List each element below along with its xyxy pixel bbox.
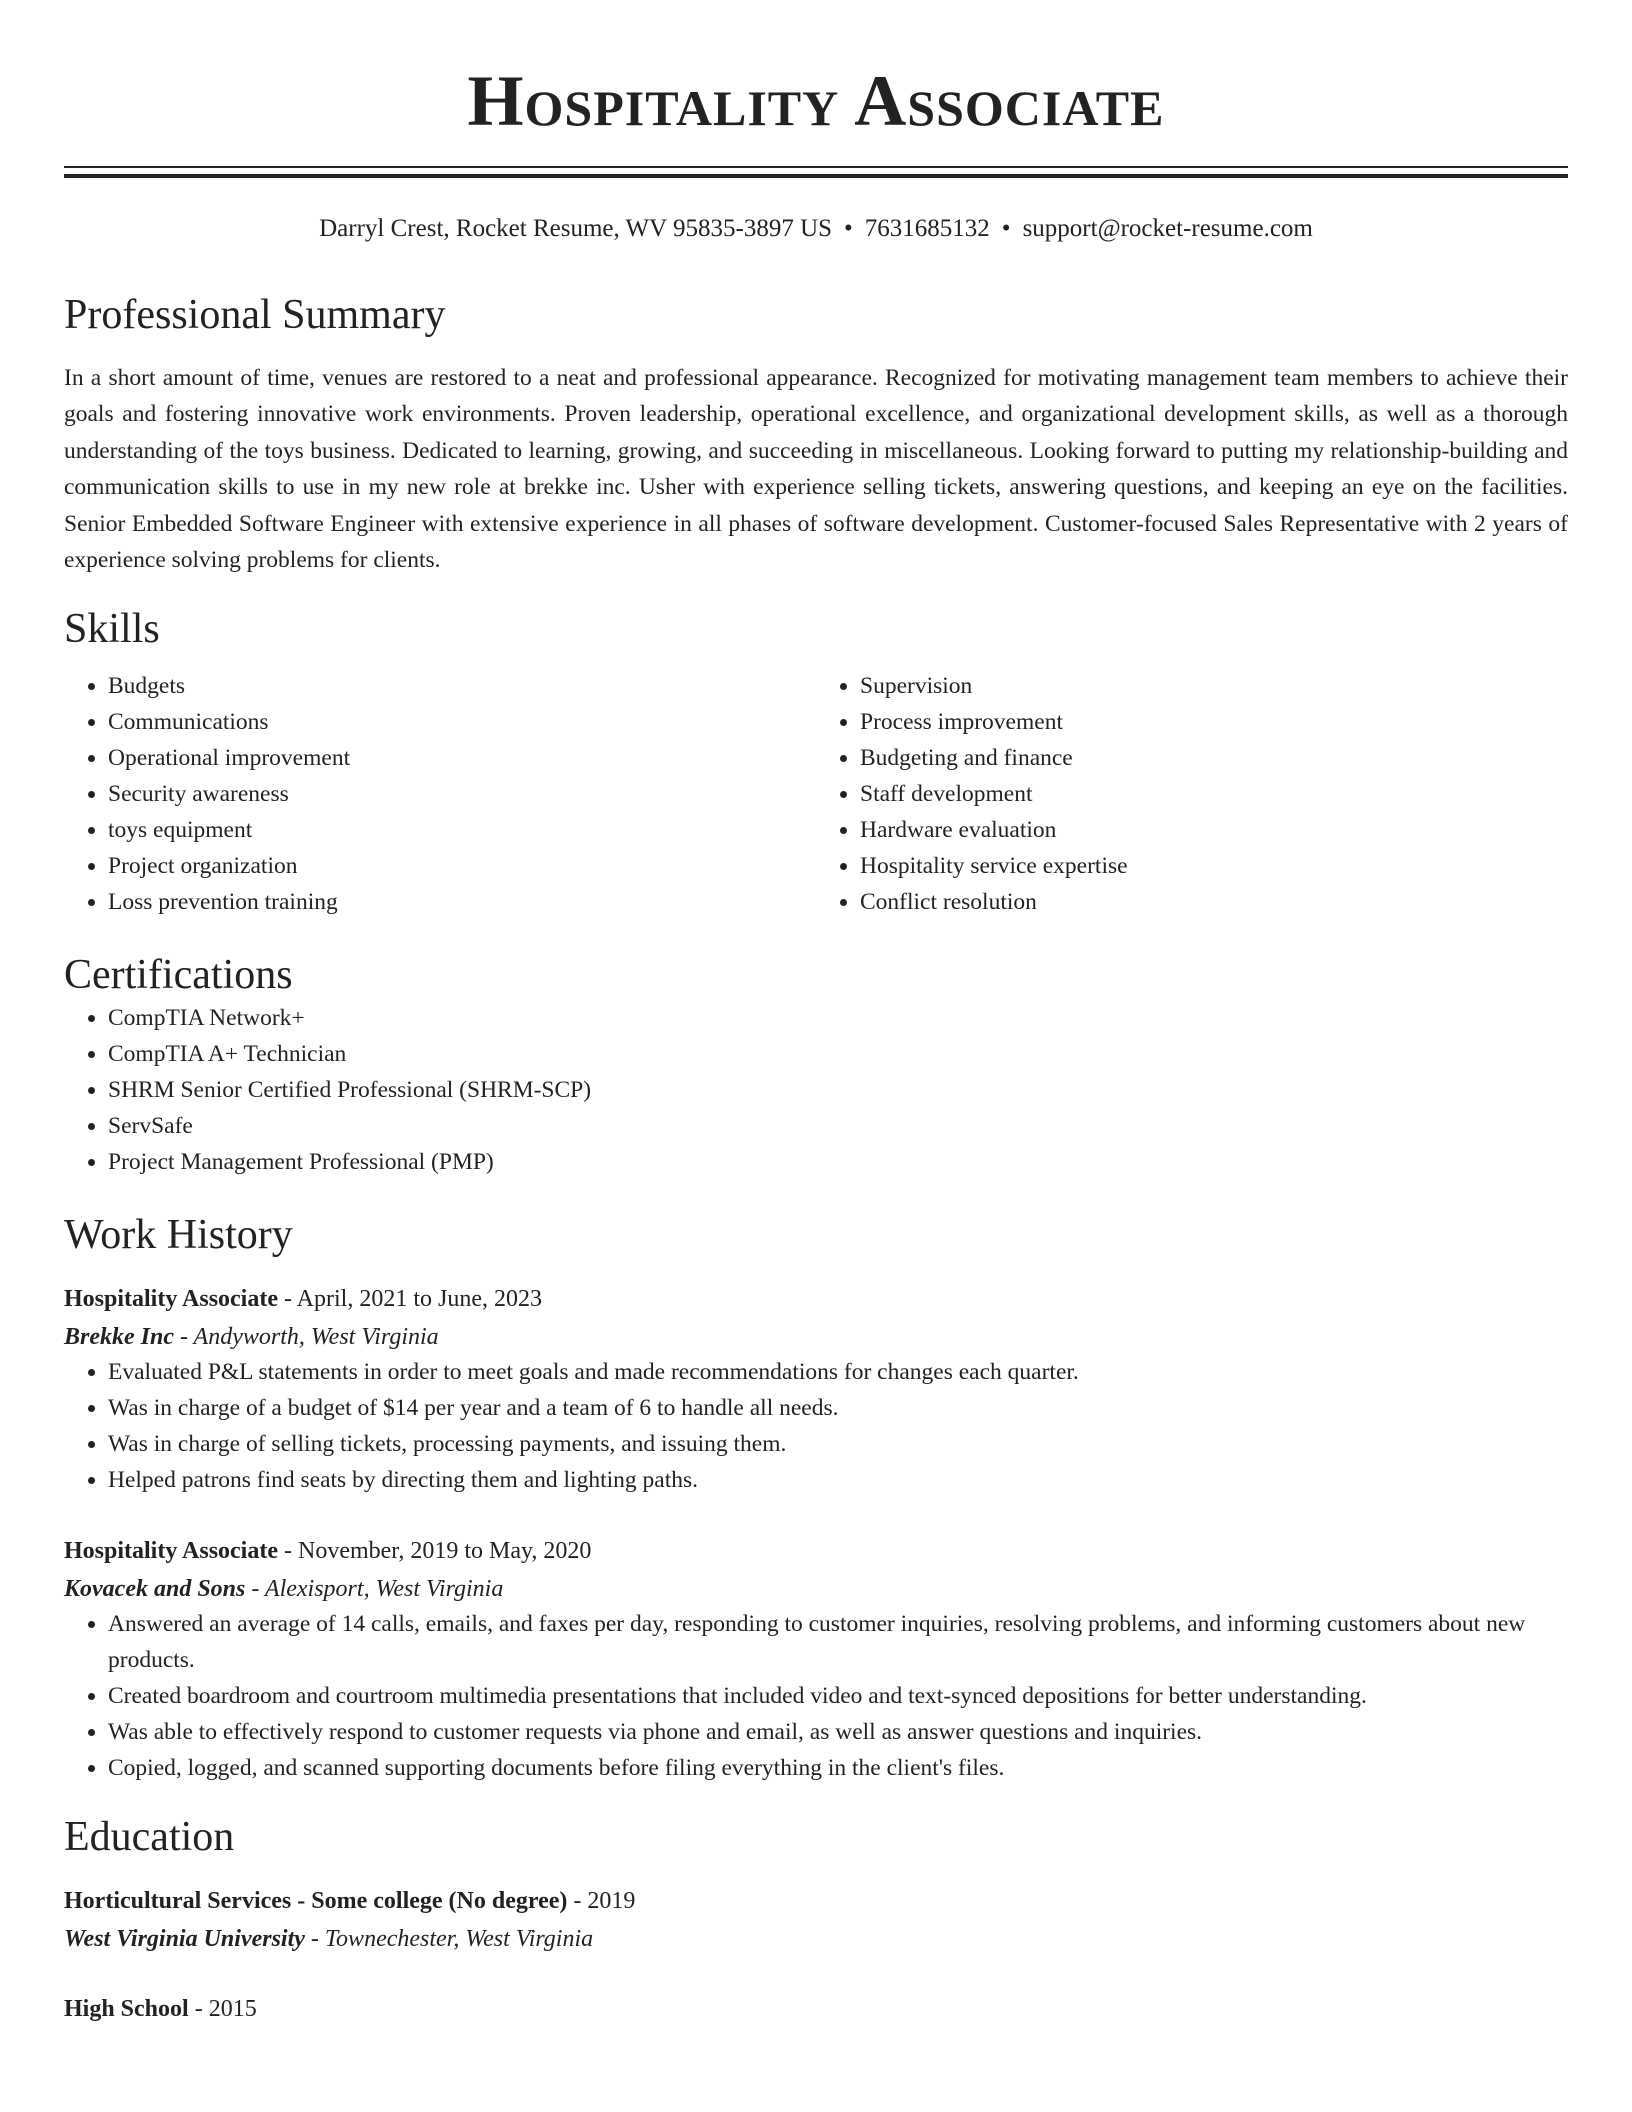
divider-thick-line bbox=[64, 174, 1568, 178]
summary-text: In a short amount of time, venues are restored to a neat and professional appearance. Recognized for motivating management team members to achieve their goals and fostering innovative work environments. Proven leadership, operational excellence, and organizational development skills, as well as a thorough understanding of the toys business. Dedicated to learning, growing, and succeeding in miscellaneous. Looking forward to putting my relationship-building and communication skills to use in my new role at brekke inc. Usher with experience selling tickets, answering questions, and keeping an eye on the facilities. Senior Embedded Software Engineer with extensive experience in all phases of software development. Customer-focused Sales Representative with 2 years of experience solving problems for clients. bbox=[64, 365, 1568, 574]
contact-address: Darryl Crest, Rocket Resume, WV 95835-3897 US bbox=[319, 215, 833, 242]
skill-item: • Staff development bbox=[860, 776, 1568, 812]
job-bullet: • Evaluated P&L statements in order to meet goals and made recommendations for changes each quarter. bbox=[108, 1354, 1568, 1390]
job-header bbox=[64, 1534, 1568, 1568]
skill-item: • Project organization bbox=[108, 848, 816, 884]
skills-columns bbox=[64, 668, 1568, 920]
job-location: - Andyworth, West Virginia bbox=[174, 1324, 439, 1351]
job-title: Hospitality Associate bbox=[64, 1538, 278, 1565]
resume-title: Hospitality Associate bbox=[467, 61, 1165, 141]
job-bullets bbox=[64, 1354, 1568, 1498]
skill-item: • Loss prevention training bbox=[108, 884, 816, 920]
section-heading-education: Education bbox=[64, 1814, 235, 1861]
job-bullet: • Answered an average of 14 calls, emails, and faxes per day, responding to customer inquiries, resolving problems, and informing customers about new products. bbox=[108, 1606, 1568, 1678]
skill-item: • Conflict resolution bbox=[860, 884, 1568, 920]
skill-item: • Hardware evaluation bbox=[860, 812, 1568, 848]
education-year: - 2019 bbox=[567, 1888, 636, 1915]
education-entry bbox=[64, 1884, 1568, 1956]
skill-item: • toys equipment bbox=[108, 812, 816, 848]
title-divider bbox=[64, 166, 1568, 178]
job-header bbox=[64, 1282, 1568, 1316]
education-entry bbox=[64, 1992, 1568, 2026]
education-location: - Townechester, West Virginia bbox=[304, 1926, 594, 1953]
job-bullet: • Was in charge of selling tickets, processing payments, and issuing them. bbox=[108, 1426, 1568, 1462]
contact-line bbox=[64, 212, 1568, 246]
skill-item: • Security awareness bbox=[108, 776, 816, 812]
contact-separator: • bbox=[1001, 215, 1011, 242]
contact-email: support@rocket-resume.com bbox=[1022, 215, 1313, 242]
skill-item: • Supervision bbox=[860, 668, 1568, 704]
job-employer-line bbox=[64, 1320, 1568, 1354]
skill-item: • Budgeting and finance bbox=[860, 740, 1568, 776]
job-company: Brekke Inc bbox=[64, 1324, 174, 1351]
certification-item: • Project Management Professional (PMP) bbox=[108, 1144, 1568, 1180]
job-dates: - April, 2021 to June, 2023 bbox=[278, 1286, 542, 1313]
section-heading-skills: Skills bbox=[64, 606, 160, 653]
job-bullet: • Helped patrons find seats by directing them and lighting paths. bbox=[108, 1462, 1568, 1498]
job-entry bbox=[64, 1282, 1568, 1498]
job-bullet: • Was able to effectively respond to customer requests via phone and email, as well as answer questions and inquiries. bbox=[108, 1714, 1568, 1750]
certification-item: • CompTIA Network+ bbox=[108, 1000, 1568, 1036]
skills-list-left bbox=[64, 668, 816, 920]
job-employer-line bbox=[64, 1572, 1568, 1606]
education-degree: Horticultural Services - Some college (No degree) bbox=[64, 1888, 568, 1915]
skill-item: • Operational improvement bbox=[108, 740, 816, 776]
education-header bbox=[64, 1884, 1568, 1918]
job-dates: - November, 2019 to May, 2020 bbox=[278, 1538, 592, 1565]
skill-item: • Hospitality service expertise bbox=[860, 848, 1568, 884]
skill-item: • Communications bbox=[108, 704, 816, 740]
education-header bbox=[64, 1992, 1568, 2026]
contact-phone: 7631685132 bbox=[864, 215, 990, 242]
education-degree: High School bbox=[64, 1996, 189, 2023]
resume-page bbox=[64, 0, 1568, 2026]
certification-item: • CompTIA A+ Technician bbox=[108, 1036, 1568, 1072]
job-bullet: • Copied, logged, and scanned supporting documents before filing everything in the client's files. bbox=[108, 1750, 1568, 1786]
section-heading-work-history: Work History bbox=[64, 1212, 293, 1259]
certification-item: • SHRM Senior Certified Professional (SHRM-SCP) bbox=[108, 1072, 1568, 1108]
certifications-list bbox=[64, 1000, 1568, 1180]
job-bullet: • Created boardroom and courtroom multimedia presentations that included video and text-synced depositions for better understanding. bbox=[108, 1678, 1568, 1714]
job-bullet: • Was in charge of a budget of $14 per year and a team of 6 to handle all needs. bbox=[108, 1390, 1568, 1426]
education-year: - 2015 bbox=[188, 1996, 257, 2023]
education-school: West Virginia University bbox=[64, 1926, 305, 1953]
divider-thin-line bbox=[64, 166, 1568, 168]
skill-item: • Process improvement bbox=[860, 704, 1568, 740]
skills-list-right bbox=[816, 668, 1568, 920]
education-school-line bbox=[64, 1922, 1568, 1956]
section-heading-summary: Professional Summary bbox=[64, 292, 446, 338]
job-entry bbox=[64, 1534, 1568, 1786]
certification-item: • ServSafe bbox=[108, 1108, 1568, 1144]
contact-separator: • bbox=[844, 215, 853, 242]
job-company: Kovacek and Sons bbox=[64, 1576, 246, 1603]
job-bullets bbox=[64, 1606, 1568, 1786]
job-title: Hospitality Associate bbox=[64, 1286, 278, 1313]
skill-item: • Budgets bbox=[108, 668, 816, 704]
section-heading-certifications: Certifications bbox=[64, 952, 293, 999]
job-location: - Alexisport, West Virginia bbox=[245, 1576, 504, 1603]
